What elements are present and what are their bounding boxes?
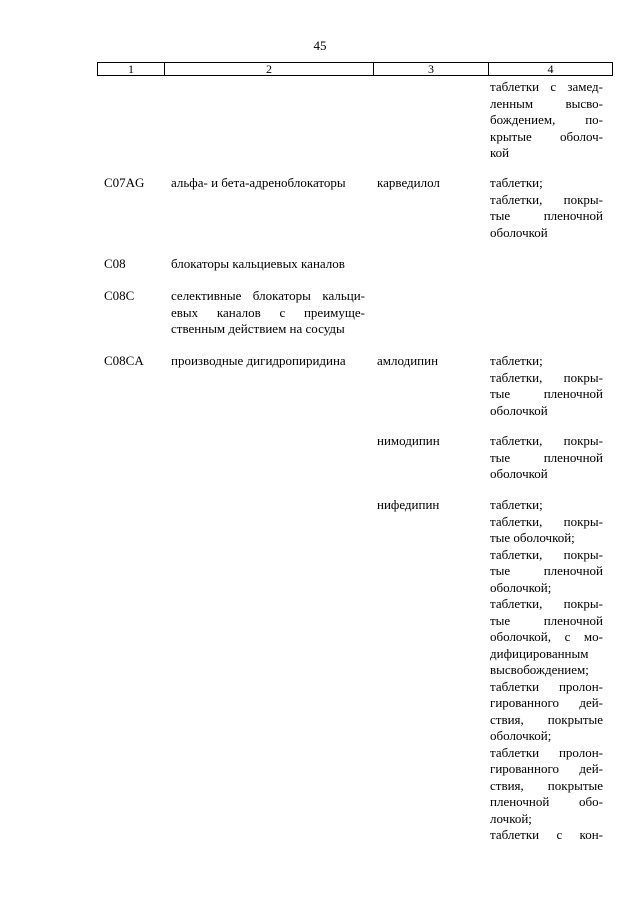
page-number: 45 [313,38,327,53]
form-line: таблетки, покры- [490,369,603,385]
form-line: гированного дей- [490,695,603,710]
header-col-1: 1 [98,63,165,76]
form-line: кой [490,145,510,160]
form-line: таблетки с замед- [490,79,603,94]
form-line: оболочкой; [490,728,552,743]
dosage-forms [490,433,603,483]
form-line: ленным высво- [490,95,603,111]
form-line: оболочкой, с мо- [490,629,603,644]
atc-code: C07AG [104,175,145,190]
drug-name: карведилол [377,175,440,190]
drug-name: амлодипин [377,353,439,368]
header-col-2: 2 [165,63,374,76]
drug-name: нифедипин [377,497,440,512]
header-col-4: 4 [489,63,613,76]
form-line: тые пленочной [490,208,603,223]
form-line: тые оболочкой; [490,530,575,545]
form-line: таблетки; [490,175,543,190]
form-line: оболочкой; [490,579,552,595]
atc-code: C08 [104,256,126,271]
group-name [171,288,365,338]
form-line: крытые оболоч- [490,128,603,144]
form-line: таблетки, покры- [490,433,603,448]
form-line: тые пленочной [490,449,603,465]
dosage-forms [490,79,603,162]
form-line: таблетки с кон- [490,827,603,842]
form-line: бождением, по- [490,112,603,127]
form-line: таблетки пролон- [490,744,603,760]
name-line: селективные блокаторы кальци- [171,288,365,303]
form-line: гированного дей- [490,761,603,776]
form-line: ствия, покрытые [490,711,603,727]
form-line: высвобождением; [490,662,589,677]
form-line: лочкой; [490,810,532,826]
atc-code: C08CA [104,353,144,368]
form-line: таблетки, покры- [490,513,603,529]
dosage-forms [490,353,603,419]
name-line: евых каналов с преимуще- [171,304,365,320]
group-name [171,256,365,273]
form-line: тые пленочной [490,612,603,628]
name-line: блокаторы кальциевых каналов [171,256,345,271]
name-line: ственным действием на сосуды [171,321,345,336]
form-line: таблетки, покры- [490,191,603,207]
form-line: таблетки, покры- [490,546,603,562]
form-line: оболочкой [490,224,548,240]
form-line: таблетки; [490,497,543,512]
form-line: ствия, покрытые [490,777,603,793]
dosage-forms [490,175,603,241]
drug-name: нимодипин [377,433,440,448]
form-line: тые пленочной [490,386,603,401]
form-line: таблетки пролон- [490,678,603,694]
atc-code: C08C [104,288,135,303]
group-name [171,353,365,370]
form-line: таблетки; [490,353,543,368]
form-line: оболочкой [490,402,548,418]
name-line: альфа- и бета-адреноблокаторы [171,175,346,190]
dosage-forms [490,497,603,844]
form-line: пленочной обо- [490,794,603,809]
form-line: таблетки, покры- [490,596,603,611]
form-line: тые пленочной [490,563,603,578]
form-line: оболочкой [490,466,548,481]
table-header [97,62,613,76]
header-col-3: 3 [374,63,489,76]
name-line: производные дигидропиридина [171,353,346,368]
group-name [171,175,365,192]
form-line: дифицированным [490,645,589,661]
